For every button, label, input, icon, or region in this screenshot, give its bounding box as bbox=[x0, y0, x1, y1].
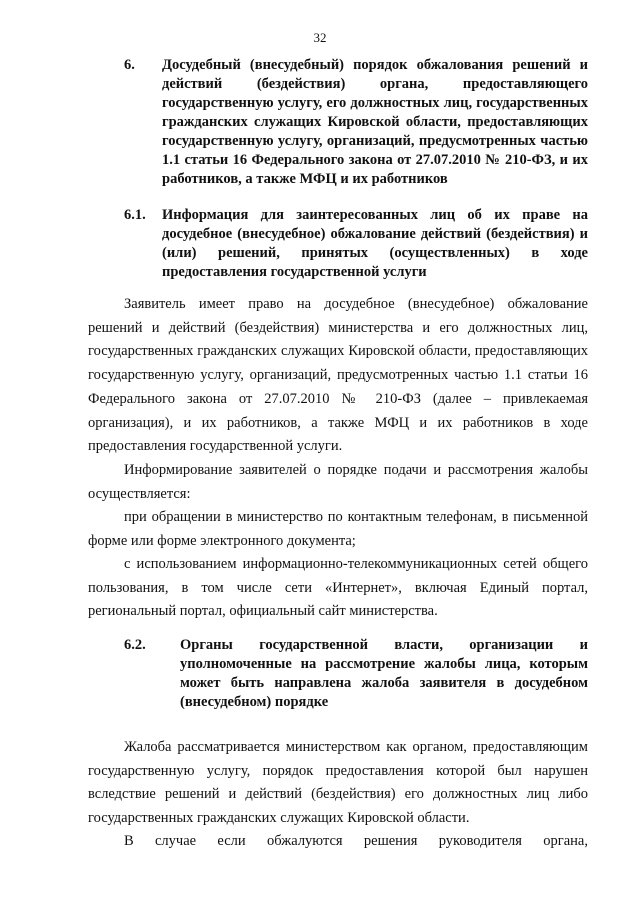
body-paragraph: Заявитель имеет право на досудебное (внесудебное) обжалование решений и действий (бездействия) министерства и его должностных лиц, государственных гражданских служащих Кировской области, предоставляющих государственную услугу, организаций, предусмотренных частью 1.1 статьи 16 Федерального закона от 27.07.2010 № 210-ФЗ (далее – привлекаемая организация), и их работников, а также МФЦ и их работников в ходе предоставления государственной услуги. bbox=[88, 296, 588, 455]
section-title: Информация для заинтересованных лиц об их праве на досудебное (внесудебное) обжалование действий (бездействия) и (или) решений, принятых (осуществленных) в ходе предоставления государственной услуги bbox=[162, 207, 588, 280]
section-number: 6. bbox=[124, 57, 135, 73]
body-paragraph: Информирование заявителей о порядке подачи и рассмотрения жалобы осуществляется: bbox=[88, 462, 588, 502]
body-paragraph: при обращении в министерство по контактным телефонам, в письменной форме или форме электронного документа; bbox=[88, 509, 588, 549]
section-6-1-heading bbox=[124, 206, 588, 286]
section-title: Досудебный (внесудебный) порядок обжалования решений и действий (бездействия) органа, предоставляющего государственную услугу, его должностных лиц, государственных гражданских служащих Кировской области, предоставляющих государственную услугу, организаций, предусмотренных частью 1.1 статьи 16 Федерального закона от 27.07.2010 № 210-ФЗ, и их работников, а также МФЦ и их работников bbox=[162, 57, 588, 187]
page-number: 32 bbox=[313, 30, 327, 45]
section-number: 6.1. bbox=[124, 207, 146, 223]
body-paragraph: с использованием информационно-телекоммуникационных сетей общего пользования, в том числе сети «Интернет», включая Единый портал, региональный портал, официальный сайт министерства. bbox=[88, 556, 588, 620]
section-number: 6.2. bbox=[124, 637, 146, 653]
body-paragraph: В случае если обжалуются решения руководителя органа, bbox=[124, 833, 588, 849]
section-title: Органы государственной власти, организации и уполномоченные на рассмотрение жалобы лица, которым может быть направлена жалоба заявителя в досудебном (внесудебном) порядке bbox=[180, 637, 588, 710]
section-6-2-heading bbox=[124, 636, 588, 716]
section-6-heading bbox=[124, 56, 588, 196]
body-paragraph: Жалоба рассматривается министерством как органом, предоставляющим государственную услугу, порядок предоставления которой был нарушен вследствие решений и действий (бездействия) его должностных лиц либо государственных гражданских служащих Кировской области. bbox=[88, 739, 588, 827]
